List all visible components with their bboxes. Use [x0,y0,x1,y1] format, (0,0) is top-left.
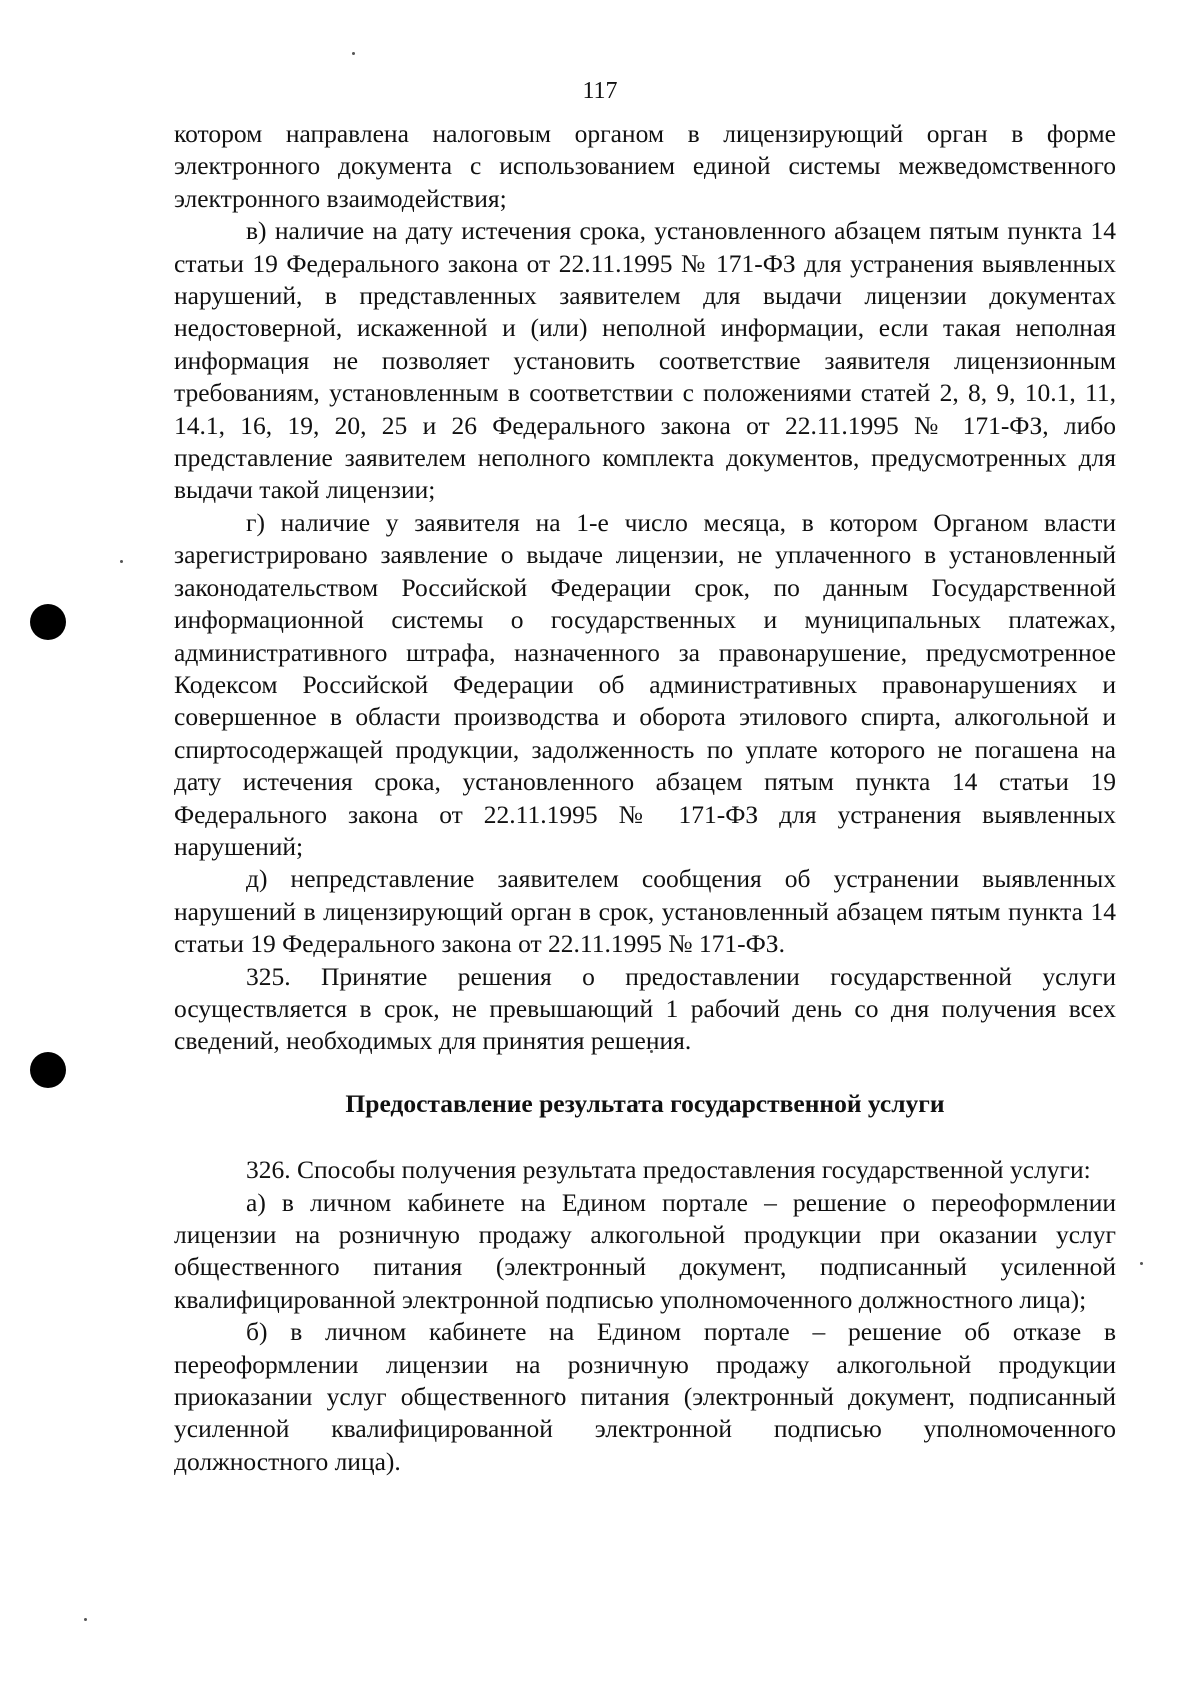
scan-speck [352,52,355,55]
punch-hole-mark [30,1052,66,1088]
document-body [174,118,1116,1478]
scan-speck [84,1618,87,1621]
scan-speck [120,560,123,563]
paragraph-326: 326. Способы получения результата предоставления государственной услуги: [246,1155,1091,1185]
paragraph-item-a: а) в личном кабинете на Едином портале – решение о переоформлении лицензии на розничную продажу алкогольной продукции при оказании услуг общественного питания (электронный документ, подписанный усиленной квалифицированной электронной подписью уполномоченного должностного лица); [174,1187,1116,1314]
paragraph-item-d: д) непредставление заявителем сообщения об устранении выявленных нарушений в лицензирующий орган в срок, установленный абзацем пятым пункта 14 статьи 19 Федерального закона от 22.11.1995 № 171-ФЗ. [174,864,1116,959]
paragraph-325: 325. Принятие решения о предоставлении государственной услуги осуществляется в срок, не превышающий 1 рабочий день со дня получения всех сведений, необходимых для принятия решения. [174,961,1116,1056]
page-number: 117 [582,78,618,104]
paragraph-item-b: б) в личном кабинете на Едином портале – решение об отказе в переоформлении лицензии на розничную продажу алкогольной продукции приоказании услуг общественного питания (электронный документ, подписанный усиленной квалифицированной электронной подписью уполномоченного должностного лица). [174,1317,1116,1476]
punch-hole-mark [30,604,66,640]
section-heading: Предоставление результата государственной услуги [345,1088,945,1118]
paragraph-item-v: в) наличие на дату истечения срока, установленного абзацем пятым пункта 14 статьи 19 Федерального закона от 22.11.1995 № 171-ФЗ для устранения выявленных нарушений, в представленных заявителем для выдачи лицензии документах недостоверной, искаженной и (или) неполной информации, если такая неполная информация не позволяет установить соответствие заявителя лицензионным требованиям, установленным в соответствии с положениями статей 2, 8, 9, 10.1, 11, 14.1, 16, 19, 20, 25 и 26 Федерального закона от 22.11.1995 № 171-ФЗ, либо представление заявителем неполного комплекта документов, предусмотренных для выдачи такой лицензии; [174,216,1116,505]
scan-speck [1140,1262,1143,1265]
paragraph-item-g: г) наличие у заявителя на 1-е число месяца, в котором Органом власти зарегистрировано заявление о выдаче лицензии, не уплаченного в установленный законодательством Российской Федерации срок, по данным Государственной информационной системы о государственных и муниципальных платежах, административного штрафа, назначенного за правонарушение, предусмотренное Кодексом Российской Федерации об административных правонарушениях и совершенное в области производства и оборота этилового спирта, алкогольной и спиртосодержащей продукции, задолженность по уплате которого не погашена на дату истечения срока, установленного абзацем пятым пункта 14 статьи 19 Федерального закона от 22.11.1995 № 171-ФЗ для устранения выявленных нарушений; [174,507,1116,861]
paragraph-continuation: котором направлена налоговым органом в лицензирующий орган в форме электронного документа с использованием единой системы межведомственного электронного взаимодействия; [174,119,1116,213]
